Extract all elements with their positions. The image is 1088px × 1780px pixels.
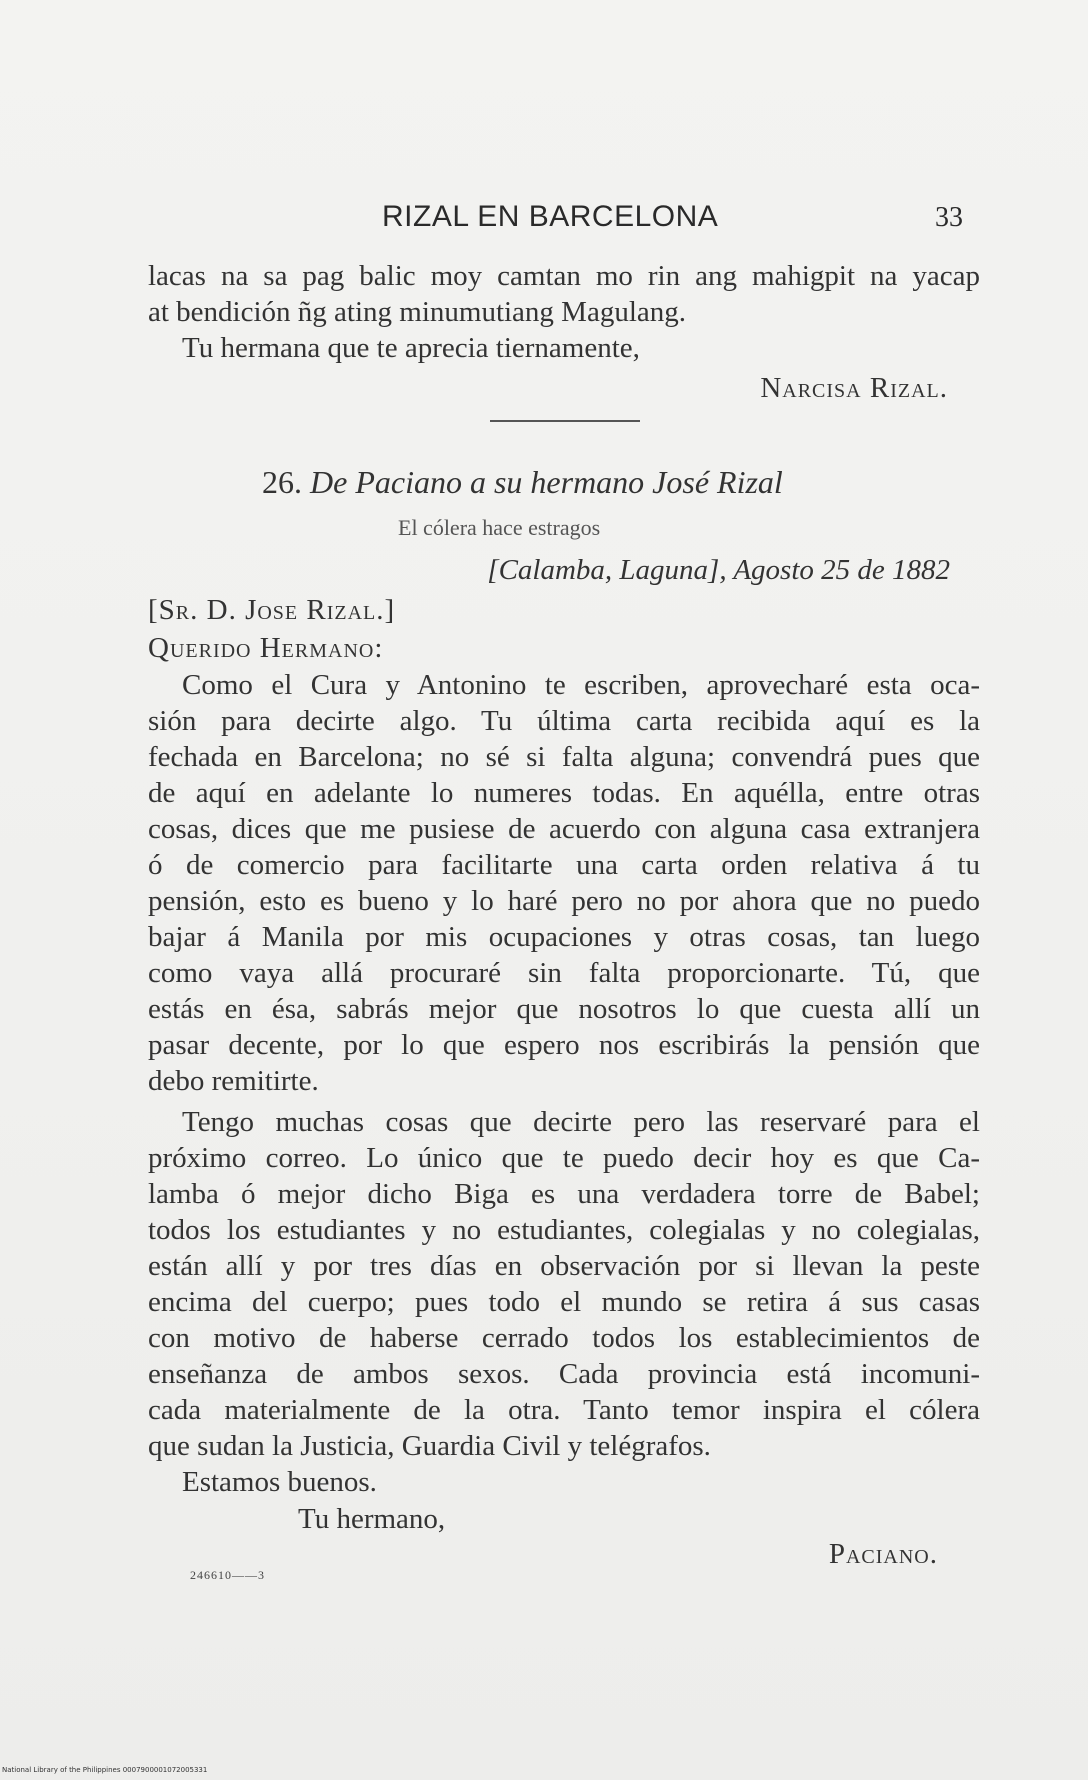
closing-line: Tu hermano, [298,1503,446,1535]
body-line: que sudan la Justicia, Guardia Civil y telégrafos. [148,1430,711,1462]
place-date: [Calamba, Laguna], Agosto 25 de 1882 [487,554,950,586]
body-line: encima del cuerpo; pues todo el mundo se retira á sus casas [148,1286,980,1318]
closing-line: Tu hermana que te aprecia tiernamente, [182,332,640,364]
body-line: de aquí en adelante lo numeres todas. En aquélla, entre otras [148,777,980,809]
running-head [0,200,1088,240]
body-line: todos los estudiantes y no estudiantes, colegialas y no colegialas, [148,1214,980,1246]
body-line: Tengo muchas cosas que decirte pero las reservaré para el [182,1106,980,1138]
body-line: sión para decirte algo. Tu última carta recibida aquí es la [148,705,980,737]
body-line: enseñanza de ambos sexos. Cada provincia está incomuni- [148,1358,980,1390]
signature-narcisa: Narcisa Rizal. [760,372,948,404]
body-line: están allí y por tres días en observación por si llevan la peste [148,1250,980,1282]
salutation: Querido Hermano: [148,632,384,664]
body-line: at bendición ñg ating minumutiang Magulang. [148,296,687,328]
body-line: pensión, esto es bueno y lo haré pero no por ahora que no puedo [148,885,980,917]
section-divider [490,420,640,422]
body-line: fechada en Barcelona; no sé si falta alguna; convendrá pues que [148,741,980,773]
letter-number: 26. [262,464,302,500]
body-line: ó de comercio para facilitarte una carta orden relativa á tu [148,849,980,881]
body-line: próximo correo. Lo único que te puedo decir hoy es que Ca- [148,1142,980,1174]
letter-title: De Paciano a su hermano José Rizal [310,464,783,500]
page-number: 33 [935,202,963,233]
body-line: lacas na sa pag balic moy camtan mo rin ang mahigpit na yacap [148,260,980,292]
running-title: RIZAL EN BARCELONA [382,200,719,233]
signature-paciano: Paciano. [828,1538,938,1570]
body-line: cada materialmente de la otra. Tanto temor inspira el cólera [148,1394,980,1426]
body-line: bajar á Manila por mis ocupaciones y otras cosas, tan luego [148,921,980,953]
body-line: pasar decente, por lo que espero nos escribirás la pensión que [148,1029,980,1061]
body-line: con motivo de haberse cerrado todos los establecimientos de [148,1322,980,1354]
body-line: debo remitirte. [148,1065,319,1097]
letter-subtitle: El cólera hace estragos [398,515,601,540]
letter-heading [262,464,783,500]
footer-credit: National Library of the Philippines 0007900001072005331 [2,1766,208,1774]
body-line: estás en ésa, sabrás mejor que nosotros lo que cuesta allí un [148,993,980,1025]
body-line: lamba ó mejor dicho Biga es una verdadera torre de Babel; [148,1178,980,1210]
body-line: Como el Cura y Antonino te escriben, aprovecharé esta oca- [182,669,980,701]
body-line: Estamos buenos. [182,1466,377,1498]
body-line: como vaya allá procuraré sin falta proporcionarte. Tú, que [148,957,980,989]
printer-signature: 246610——3 [190,1568,265,1582]
body-line: cosas, dices que me pusiese de acuerdo con alguna casa extranjera [148,813,980,845]
addressee: [Sr. D. Jose Rizal.] [148,594,396,626]
